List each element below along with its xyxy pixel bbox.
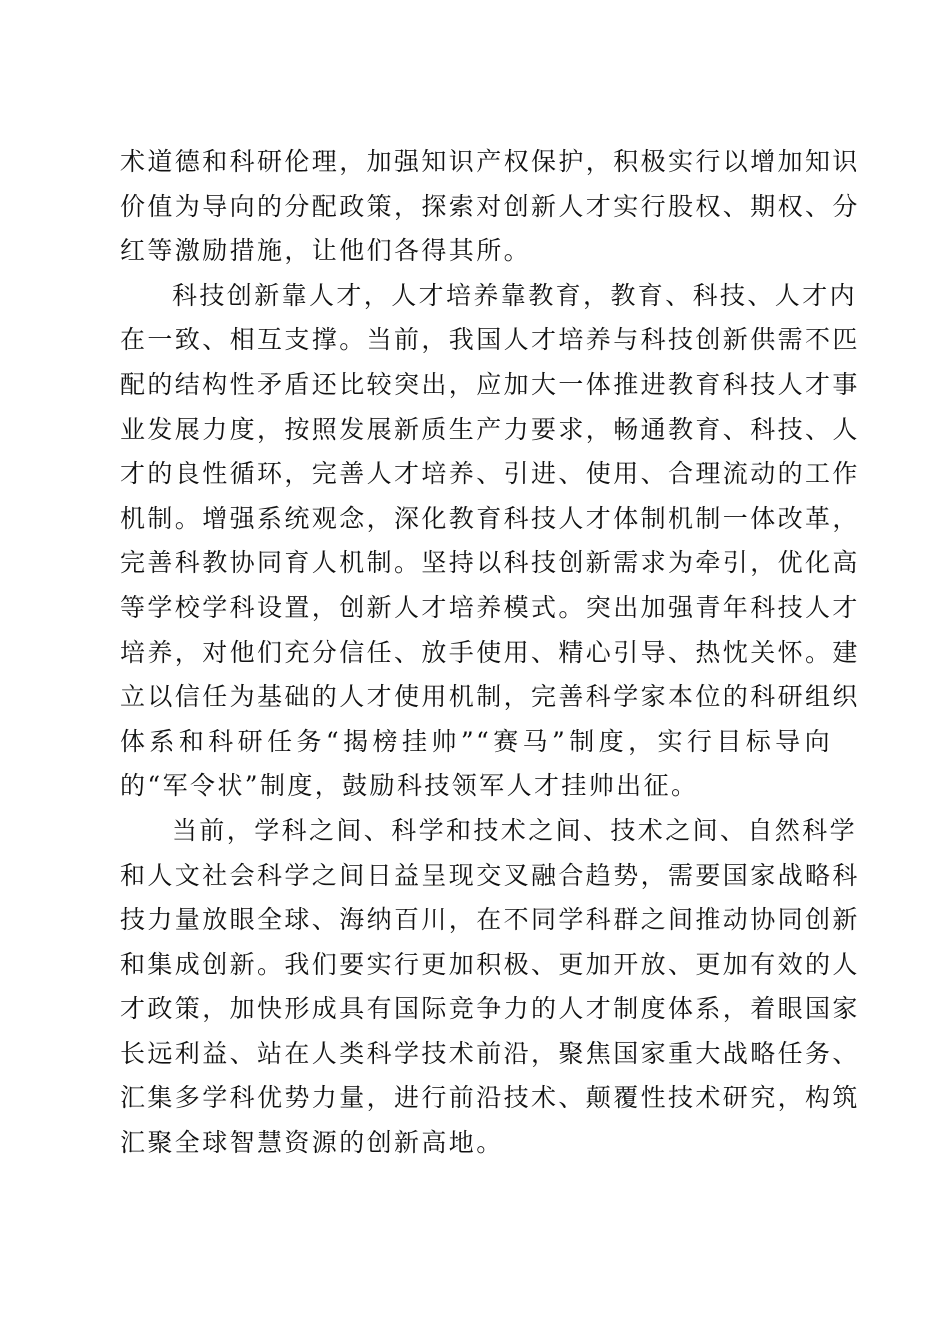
- text-line: 体系和科研任务“揭榜挂帅”“赛马”制度，实行目标导向: [120, 726, 832, 756]
- text-line: 术道德和科研伦理，加强知识产权保护，积极实行以增加知识: [120, 147, 860, 176]
- text-line: 汇聚全球智慧资源的创新高地。: [120, 1128, 504, 1158]
- text-line: 当前，学科之间、科学和技术之间、技术之间、自然科学: [172, 815, 858, 845]
- text-line: 的“军令状”制度，鼓励科技领军人才挂帅出征。: [120, 771, 699, 801]
- text-line: 立以信任为基础的人才使用机制，完善科学家本位的科研组织: [120, 682, 860, 712]
- text-line: 才政策，加快形成具有国际竞争力的人才制度体系，着眼国家: [120, 994, 860, 1024]
- text-line: 价值为导向的分配政策，探索对创新人才实行股权、期权、分: [120, 191, 860, 221]
- text-line: 汇集多学科优势力量，进行前沿技术、颠覆性技术研究，构筑: [120, 1083, 860, 1113]
- text-line: 和人文社会科学之间日益呈现交叉融合趋势，需要国家战略科: [120, 860, 860, 890]
- text-line: 才的良性循环，完善人才培养、引进、使用、合理流动的工作: [120, 459, 860, 489]
- text-line: 长远利益、站在人类科学技术前沿，聚焦国家重大战略任务、: [120, 1038, 860, 1068]
- text-line: 在一致、相互支撑。当前，我国人才培养与科技创新供需不匹: [120, 325, 860, 355]
- text-line: 等学校学科设置，创新人才培养模式。突出加强青年科技人才: [120, 592, 860, 622]
- text-line: 技力量放眼全球、海纳百川，在不同学科群之间推动协同创新: [120, 905, 860, 935]
- text-line: 培养，对他们充分信任、放手使用、精心引导、热忱关怀。建: [120, 637, 860, 667]
- text-line: 配的结构性矛盾还比较突出，应加大一体推进教育科技人才事: [120, 369, 860, 399]
- text-line: 业发展力度，按照发展新质生产力要求，畅通教育、科技、人: [120, 414, 860, 444]
- text-line: 和集成创新。我们要实行更加积极、更加开放、更加有效的人: [120, 949, 860, 979]
- text-line: 机制。增强系统观念，深化教育科技人才体制机制一体改革，: [120, 503, 860, 533]
- paragraph-1: [120, 140, 860, 274]
- paragraph-3: [120, 809, 860, 1166]
- text-line: 红等激励措施，让他们各得其所。: [120, 236, 532, 266]
- paragraph-2: [120, 274, 860, 809]
- text-line: 科技创新靠人才，人才培养靠教育，教育、科技、人才内: [172, 280, 858, 310]
- text-line: 完善科教协同育人机制。坚持以科技创新需求为牵引，优化高: [120, 548, 860, 578]
- body-text: [120, 140, 860, 1166]
